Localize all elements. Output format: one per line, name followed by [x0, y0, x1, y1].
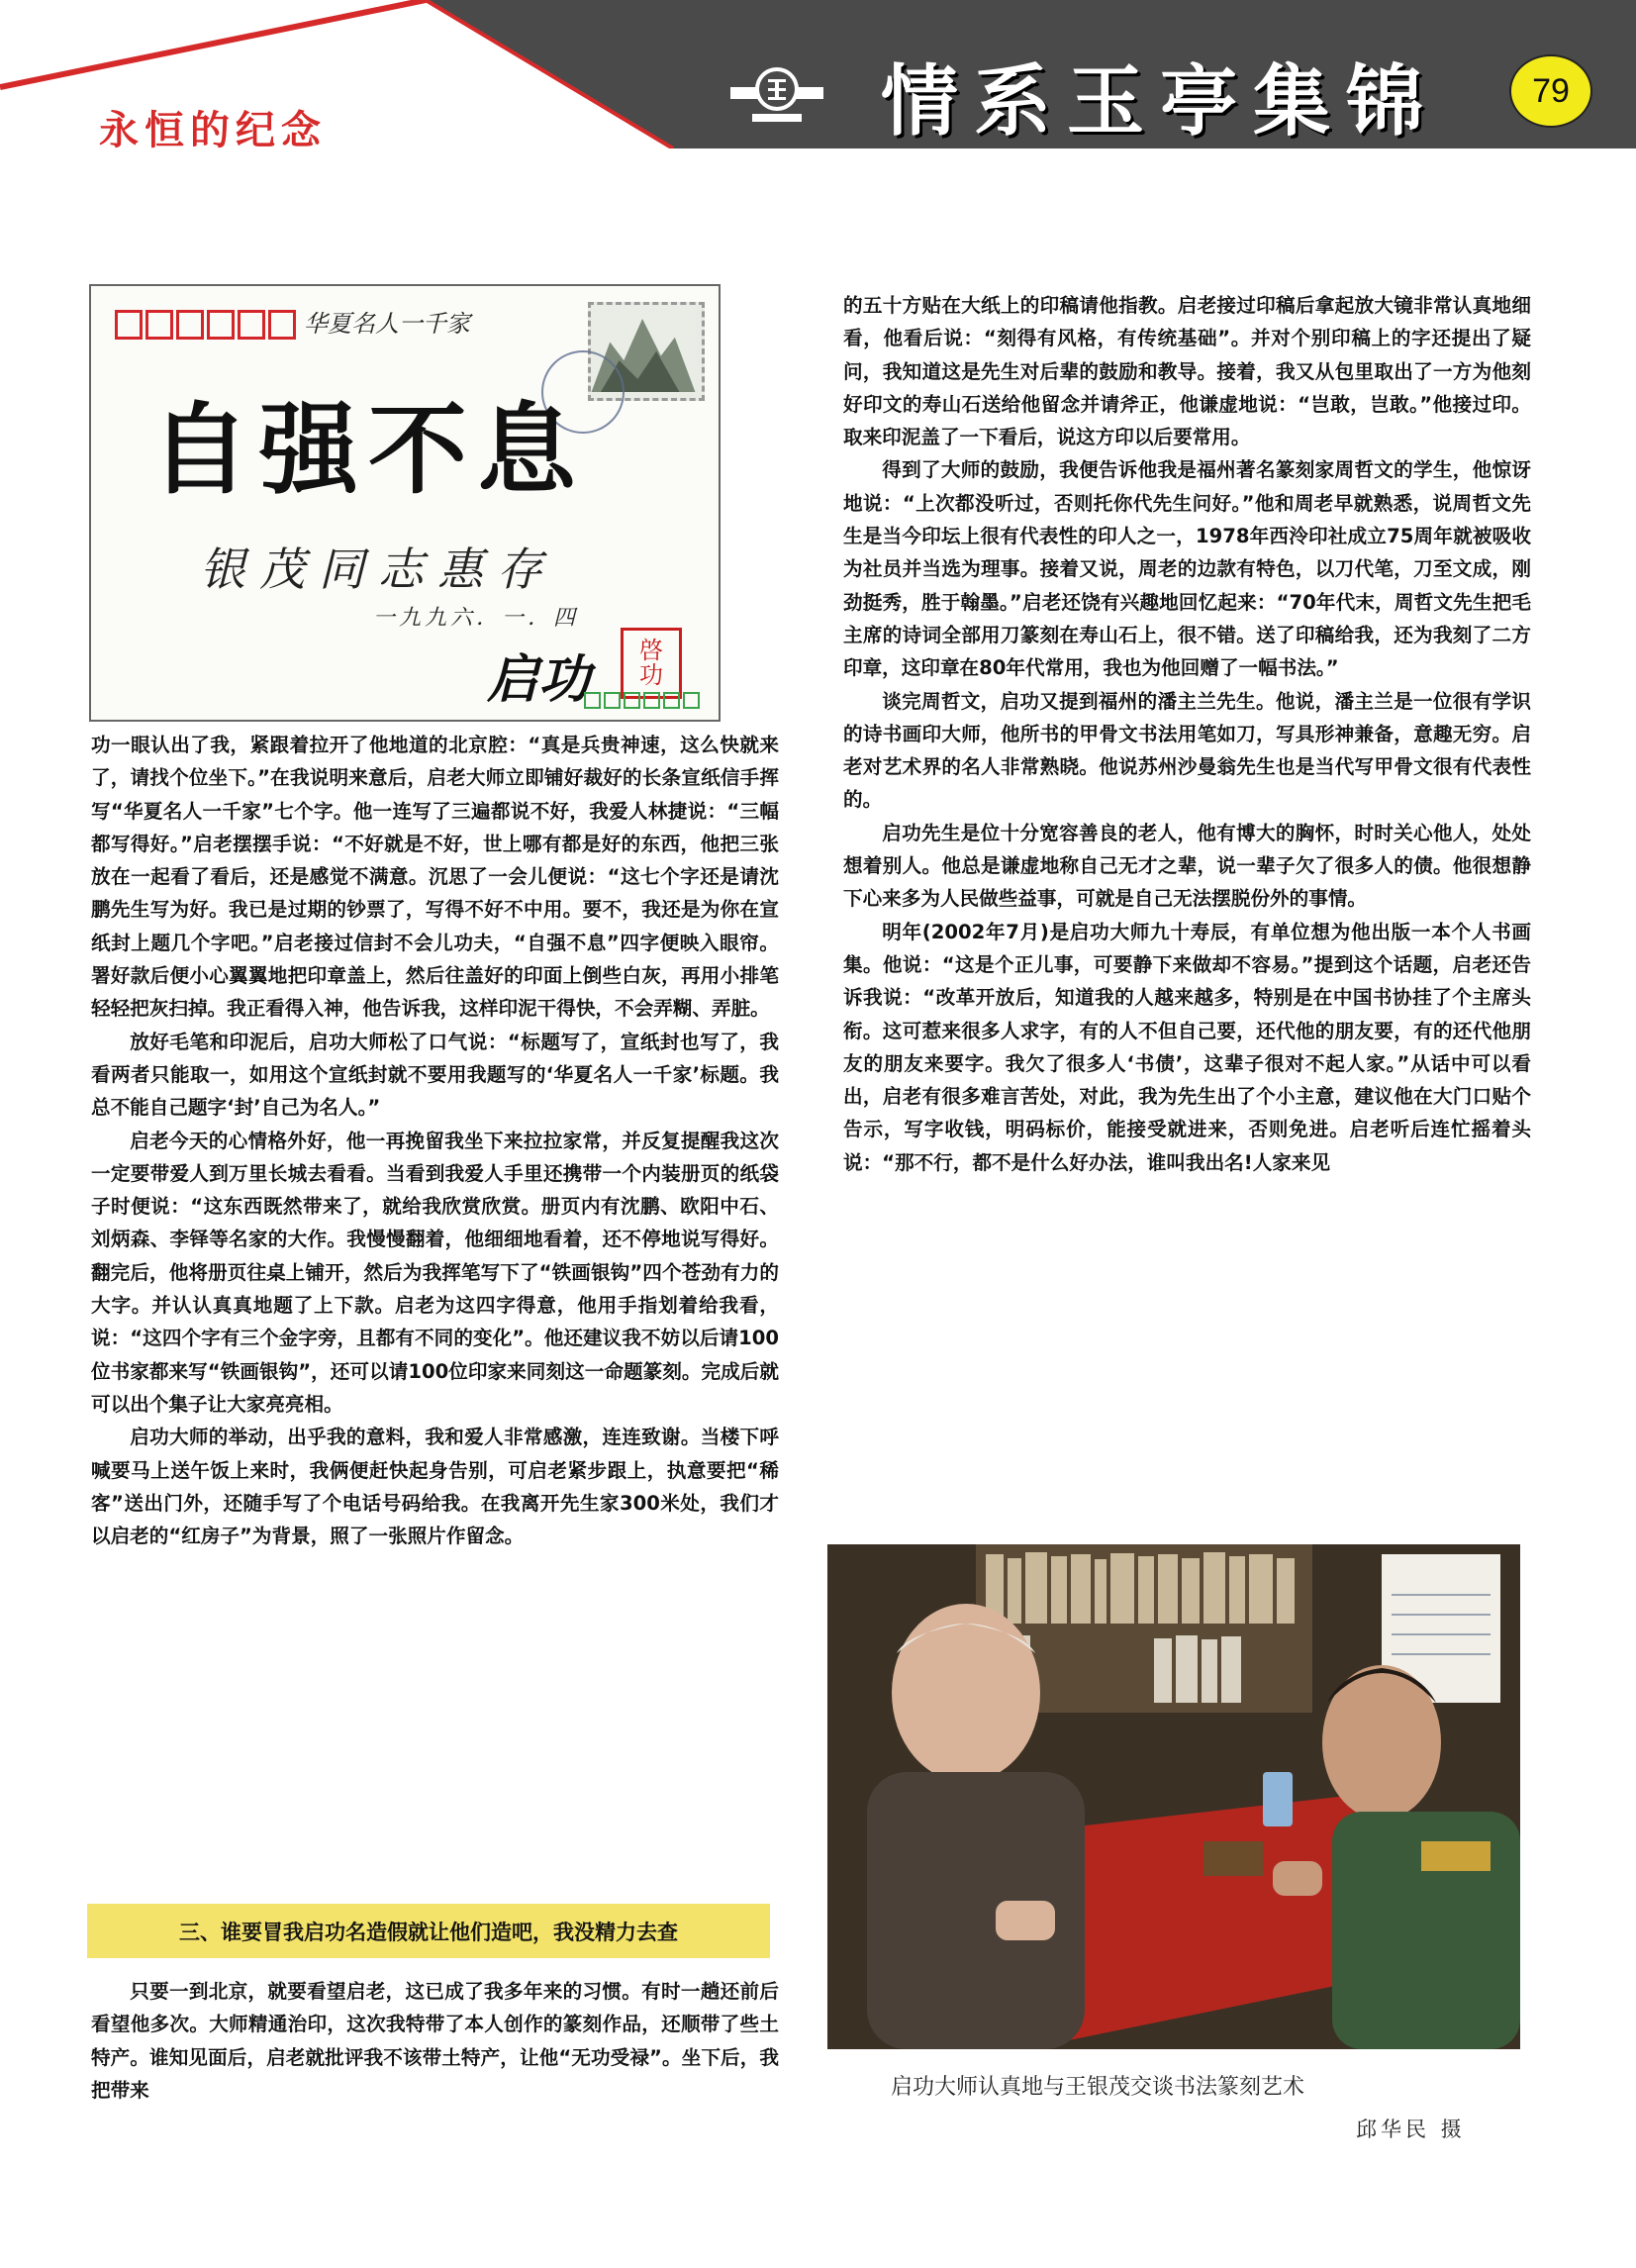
paragraph: 只要一到北京，就要看望启老，这已成了我多年来的习惯。有时一趟还前后看望他多次。大师精通治印，这次我特带了本人创作的篆刻作品，还顺带了些土特产。谁知见面后，启老就批评我不该带土特产，让他“无功受禄”。坐下后，我把带来	[91, 1980, 779, 2102]
left-column-top	[91, 729, 779, 1552]
paragraph: 的五十方贴在大纸上的印稿请他指教。启老接过印稿后拿起放大镜非常认真地细看，他看后说：“刻得有风格，有传统基础”。并对个别印稿上的字还提出了疑问，我知道这是先生对后辈的鼓励和教导。接着，我又从包里取出了一方为他刻好印文的寿山石送给他留念并请斧正，他谦虚地说：“岂敢，岂敢。”他接过印。取来印泥盖了一下看后，说这方印以后要常用。	[843, 294, 1531, 449]
paragraph: 启功大师的举动，出乎我的意料，我和爱人非常感激，连连致谢。当楼下呼喊要马上送午饭上来时，我俩便赶快起身告别，可启老紧步跟上，执意要把“稀客”送出门外，还随手写了个电话号码给我。在我离开先生家300米处，我们才以启老的“红房子”为背景，照了一张照片作留念。	[91, 1426, 779, 1548]
photo-caption: 启功大师认真地与王银茂交谈书法篆刻艺术	[891, 2075, 1305, 2100]
envelope-image	[89, 284, 721, 722]
red-seal	[621, 628, 682, 699]
paragraph: 谈完周哲文，启功又提到福州的潘主兰先生。他说，潘主兰是一位很有学识的诗书画印大师，他所书的甲骨文书法用笔如刀，写具形神兼备，意趣无穷。启老对艺术界的名人非常熟晓。他说苏州沙曼翁先生也是当代写甲骨文很有代表性的。	[843, 689, 1531, 812]
paragraph: 明年(2002年7月)是启功大师九十寿辰，有单位想为他出版一本个人书画集。他说：“这是个正儿事，可要静下来做却不容易。”提到这个话题，启老还告诉我说：“改革开放后，知道我的人越来越多，特别是在中国书协挂了个主席头衔。这可惹来很多人求字，有的人不但自己要，还代他的朋友要，有的还代他朋友的朋友来要字。我欠了很多人‘书债’，这辈子很对不起人家。”从话中可以看出，启老有很多难言苦处，对此，我为先生出了个小主意，建议他在大门口贴个告示，写字收钱，明码标价，能接受就进来，否则免进。启老听后连忙摇着头说：“那不行，都不是什么好办法，谁叫我出名!人家来见	[843, 920, 1531, 1174]
paragraph: 启老今天的心情格外好，他一再挽留我坐下来拉拉家常，并反复提醒我这次一定要带爱人到万里长城去看看。当看到我爱人手里还携带一个内装册页的纸袋子时便说：“这东西既然带来了，就给我欣赏欣赏。册页内有沈鹏、欧阳中石、刘炳森、李铎等名家的大作。我慢慢翻着，他细细地看着，还不停地说写得好。翻完后，他将册页往桌上铺开，然后为我挥笔写下了“铁画银钩”四个苍劲有力的大字。并认认真真地题了上下款。启老为这四字得意，他用手指划着给我看，说：“这四个字有三个金字旁，且都有不同的变化”。他还建议我不妨以后请100位书家都来写“铁画银钩”，还可以请100位印家来同刻这一命题篆刻。完成后就可以出个集子让大家亮亮相。	[91, 1129, 779, 1416]
calligraphy-signature: 启功	[487, 649, 591, 710]
photo-qigong-conversation	[827, 1544, 1520, 2049]
right-column	[843, 289, 1531, 1179]
calligraphy-date: 一九九六．一．四	[373, 606, 580, 631]
sender-postcode-boxes	[584, 692, 700, 709]
seal-char: 功	[639, 661, 663, 689]
photo-illustration	[827, 1544, 1520, 2049]
envelope-top-inscription: 华夏名人一千家	[304, 310, 470, 338]
calligraphy-main: 自强不息	[150, 391, 586, 508]
section-label: 永恒的纪念	[99, 108, 327, 153]
paragraph: 放好毛笔和印泥后，启功大师松了口气说：“标题写了，宣纸封也写了，我看两者只能取一，如用这个宣纸封就不要用我题写的‘华夏名人一千家’标题。我总不能自己题字‘封’自己为名人。”	[91, 1030, 779, 1120]
section-heading: 三、谁要冒我启功名造假就让他们造吧，我没精力去查	[87, 1904, 770, 1958]
photo-credit: 邱华民 摄	[1356, 2118, 1466, 2141]
postcode-boxes	[115, 310, 296, 340]
paragraph: 启功先生是位十分宽容善良的老人，他有博大的胸怀，时时关心他人，处处想着别人。他总是谦虚地称自己无才之辈，说一辈子欠了很多人的债。他很想静下心来多为人民做些益事，可就是自己无法摆脱份外的事情。	[843, 821, 1531, 911]
calligraphy-dedication: 银茂同志惠存	[200, 542, 556, 596]
seal-char: 啓	[639, 636, 663, 664]
magazine-title: 情系玉亭集锦	[881, 56, 1440, 147]
paragraph: 得到了大师的鼓励，我便告诉他我是福州著名篆刻家周哲文的学生，他惊讶地说：“上次都没听过，否则托你代先生问好。”他和周老早就熟悉，说周哲文先生是当今印坛上很有代表性的印人之一，1978年西泠印社成立75周年就被吸收为社员并当选为理事。接着又说，周老的边款有特色，以刀代笔，刀至文成，刚劲挺秀，胜于翰墨。”启老还饶有兴趣地回忆起来：“70年代末，周哲文先生把毛主席的诗词全部用刀篆刻在寿山石上，很不错。送了印稿给我，还为我刻了二方印章，这印章在80年代常用，我也为他回赠了一幅书法。”	[843, 458, 1531, 680]
page-number: 79	[1509, 54, 1592, 128]
magazine-logo	[722, 59, 831, 129]
left-column-bottom	[91, 1975, 779, 2107]
paragraph: 功一眼认出了我，紧跟着拉开了他地道的北京腔：“真是兵贵神速，这么快就来了，请找个位坐下。”在我说明来意后，启老大师立即铺好裁好的长条宣纸信手挥写“华夏名人一千家”七个字。他一连写了三遍都说不好，我爱人林捷说：“三幅都写得好。”启老摆摆手说：“不好就是不好，世上哪有都是好的东西，他把三张放在一起看了看后，还是感觉不满意。沉思了一会儿便说：“这七个字还是请沈鹏先生写为好。我已是过期的钞票了，写得不好不中用。要不，我还是为你在宣纸封上题几个字吧。”启老接过信封不会儿功夫，“自强不息”四字便映入眼帘。署好款后便小心翼翼地把印章盖上，然后往盖好的印面上倒些白灰，再用小排笔轻轻把灰扫掉。我正看得入神，他告诉我，这样印泥干得快，不会弄糊、弄脏。	[91, 734, 779, 1021]
